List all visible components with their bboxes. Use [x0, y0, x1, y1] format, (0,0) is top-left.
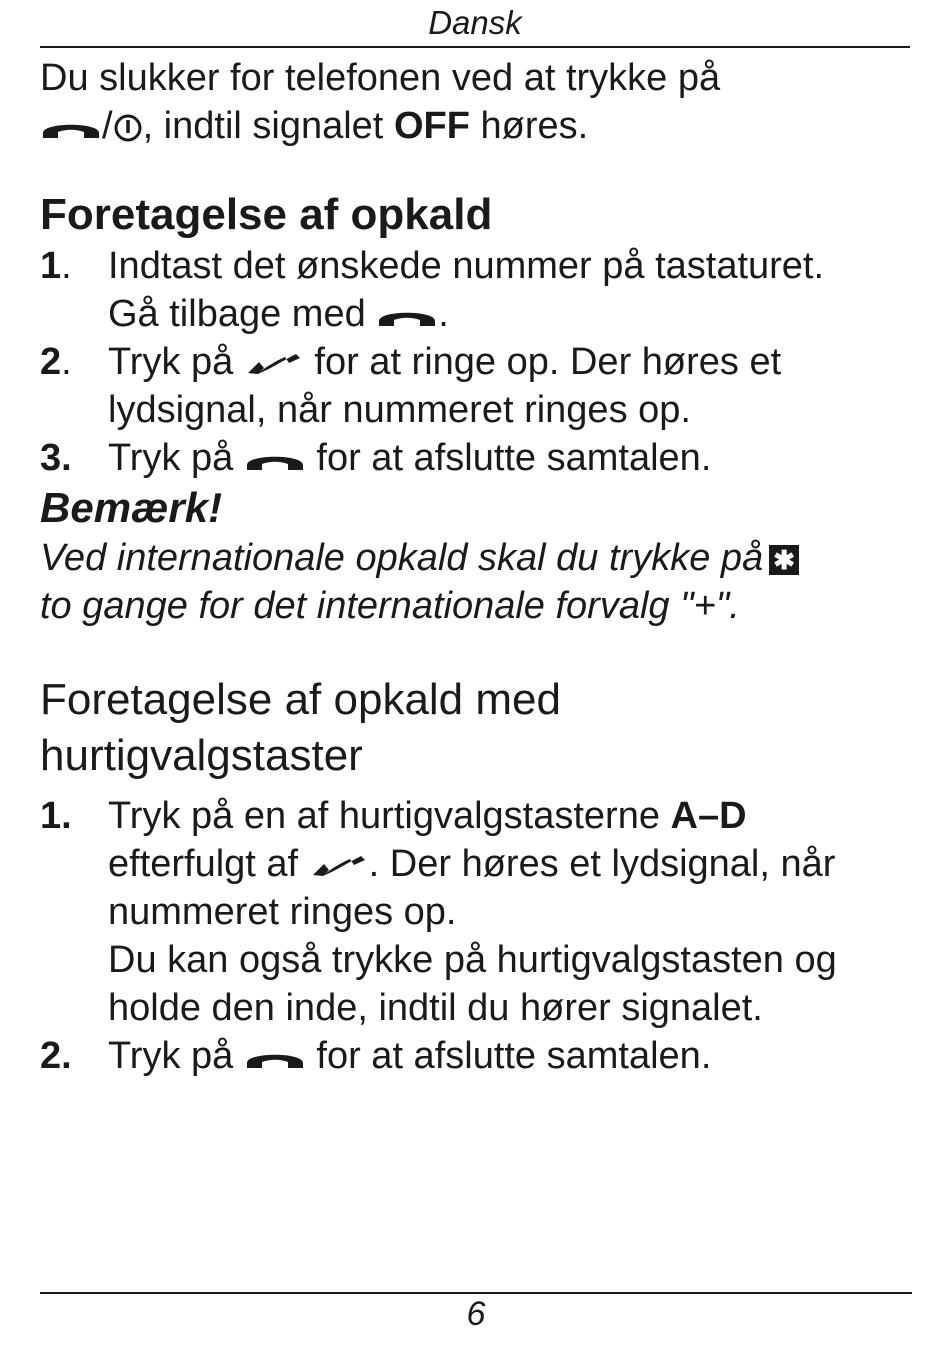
section1-title: Foretagelse af opkald: [40, 190, 493, 239]
step-text-line2: Gå tilbage med: [108, 293, 377, 335]
step-number: 1.: [40, 795, 72, 837]
step-text: Tryk på: [108, 1035, 244, 1077]
list-item: [40, 242, 920, 338]
intro-separator: /: [102, 105, 113, 147]
power-icon: [113, 113, 143, 143]
step-text: Tryk på en af hurtigvalgstasterne: [108, 795, 671, 837]
step-text: Indtast det ønskede nummer på tastaturet.: [108, 245, 825, 287]
list-item: [40, 1032, 920, 1080]
step-number: 1.: [40, 245, 72, 287]
page-number: 6: [466, 1295, 486, 1333]
note-title: Bemærk!: [40, 484, 223, 531]
star-key-icon: ✱: [769, 545, 799, 575]
step-text: Tryk på: [108, 341, 244, 383]
section2-steps: [40, 792, 920, 1080]
intro-text-end: høres.: [469, 105, 589, 147]
note-text-end: to gange for det internationale forvalg "+".: [40, 585, 740, 627]
hangup-phone-icon: [244, 447, 306, 473]
step-number: 2.: [40, 341, 72, 383]
off-signal-label: OFF: [393, 105, 470, 147]
section1-steps: [40, 242, 920, 482]
intro-text-start: Du slukker for telefonen ved at trykke på: [40, 57, 721, 99]
step-text: Tryk på: [108, 437, 244, 479]
section2-title: Foretagelse af opkald med hurtigvalgstaster: [40, 675, 561, 780]
hangup-phone-icon: [244, 1045, 306, 1071]
step-text-end: for at afslutte samtalen.: [305, 437, 712, 479]
note-text-start: Ved internationale opkald skal du trykke på: [40, 537, 764, 579]
hangup-phone-icon: [376, 303, 438, 329]
step-number: 3.: [40, 437, 72, 479]
intro-text-mid: , indtil signalet: [142, 105, 394, 147]
header-language: Dansk: [428, 4, 522, 41]
list-item: [40, 338, 920, 434]
call-phone-icon: [244, 349, 304, 379]
step-extra-text: Du kan også trykke på hurtigvalgstasten og holde den inde, indtil du hører signalet.: [108, 939, 837, 1029]
intro-paragraph: [40, 54, 920, 150]
page-content: [40, 54, 920, 1080]
speed-dial-keys: A–D: [670, 795, 747, 837]
list-item: [40, 434, 920, 482]
step-text-mid: efterfulgt af: [108, 843, 309, 885]
step-text-end: .: [438, 293, 449, 335]
step-text-end: for at ringe op. Der høres et lydsignal, når nummeret ringes op.: [108, 341, 782, 431]
note-text: [40, 534, 920, 630]
step-text-end: for at afslutte samtalen.: [305, 1035, 712, 1077]
hangup-phone-icon: [40, 115, 102, 141]
page-header: [40, 0, 910, 48]
list-item: [40, 792, 920, 1032]
call-phone-icon: [309, 851, 369, 881]
step-number: 2.: [40, 1035, 72, 1077]
step-text-end: . Der høres et lydsignal, når nummeret ringes op.: [108, 843, 836, 933]
